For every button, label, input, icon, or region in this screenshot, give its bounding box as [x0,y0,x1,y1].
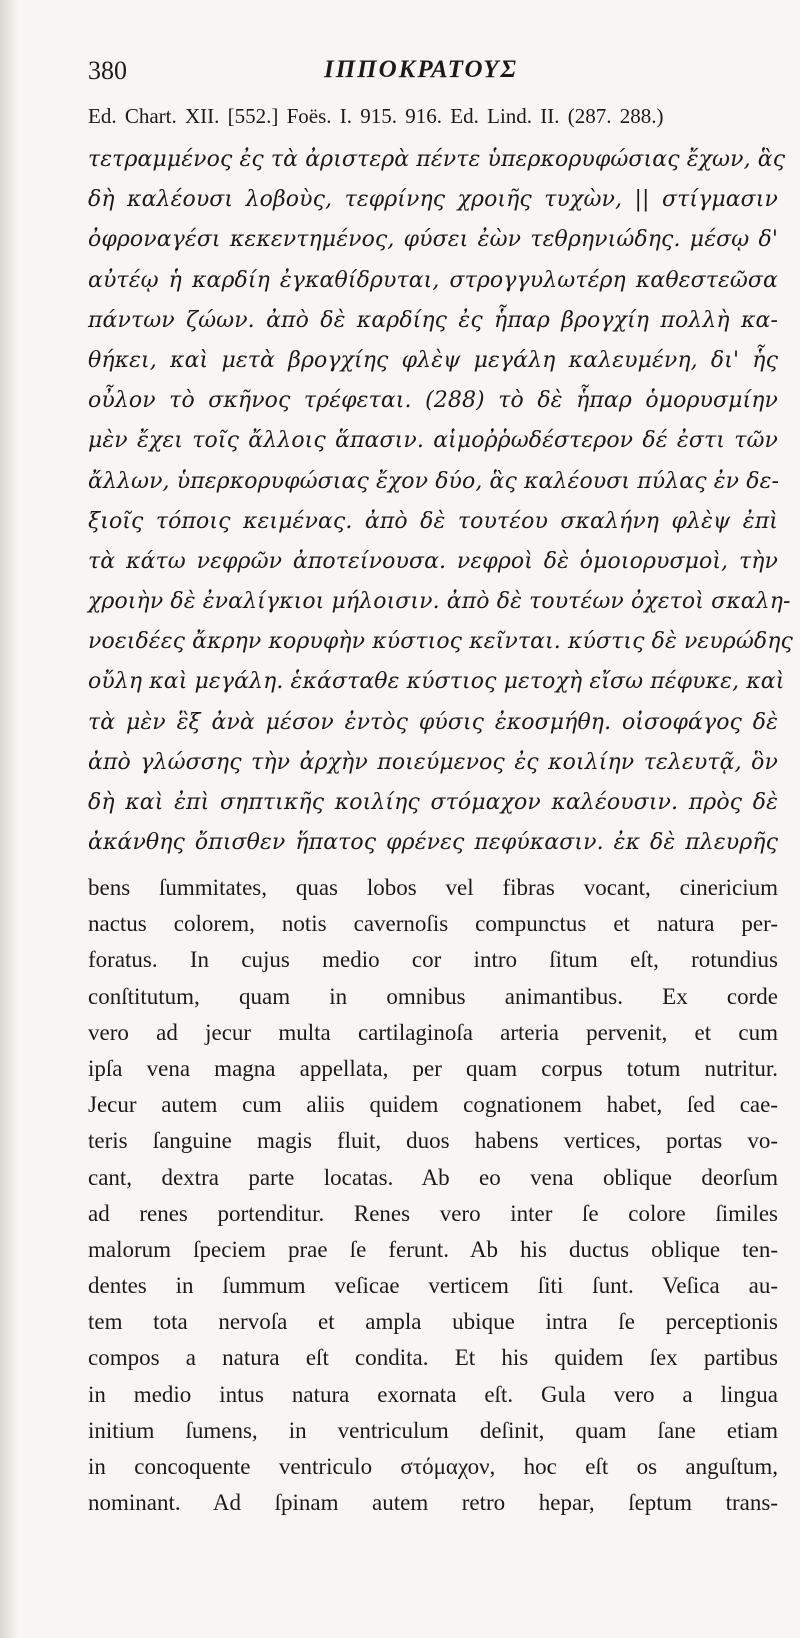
greek-line: δὴ καλέουσι λοβοὺς, τεφρίνης χροιῆς τυχὼν, || στίγμασιν [88,187,778,213]
latin-line: conſtitutum, quam in omnibus animantibus. Ex corde [88,983,778,1009]
latin-line: Jecur autem cum aliis quidem cognationem habet, ſed cae- [88,1092,778,1118]
greek-line: ἀκάνθης ὄπισθεν ἥπατος φρένες πεφύκασιν. ἐκ δὲ πλευρῆς [88,830,778,856]
greek-line: ξιοῖς τόποις κειμένας. ἀπὸ δὲ τουτέου σκαλήνη φλὲψ ἐπὶ [88,508,778,534]
greek-line: δὴ καὶ ἐπὶ σηπτικῆς κοιλίης στόμαχον καλέουσιν. πρὸς δὲ [88,790,778,815]
page-gutter-shadow [0,0,18,1638]
latin-text-block [88,870,778,1521]
latin-line: nominant. Ad ſpinam autem retro hepar, ſeptum trans- [88,1490,778,1516]
latin-line: initium ſumens, in ventriculum deſinit, quam ſane etiam [88,1417,778,1443]
latin-line: compos a natura eſt condita. Et his quidem ſex partibus [88,1345,778,1371]
greek-line: χροιὴν δὲ ἐναλίγκιοι μήλοισιν. ἀπὸ δὲ τουτέων ὀχετοὶ σκαλη- [88,589,791,615]
latin-line: vero ad jecur multa cartilaginoſa arteria pervenit, et cum [88,1019,778,1045]
greek-line: ὀφροναγέσι κεκεντημένος, φύσει ἐὼν τεθρηνιώδης. μέσῳ δ' [88,227,778,253]
greek-line: νοειδέες ἄκρην κορυφὴν κύστιος κεῖνται. κύστις δὲ νευρώδης [88,629,793,655]
latin-line: tem tota nervoſa et ampla ubique intra ſe perceptionis [88,1309,778,1335]
latin-line: ipſa vena magna appellata, per quam corpus totum nutritur. [88,1055,778,1081]
running-title: ΙΠΠΟΚΡΑΤΟΥΣ [324,56,518,83]
greek-line: αὐτέῳ ἡ καρδίη ἐγκαθίδρυται, στρογγυλωτέρη καθεστεῶσα [88,267,778,293]
greek-line: ἀπὸ γλώσσης τὴν ἀρχὴν ποιεύμενος ἐς κοιλίην τελευτᾷ, ὃν [88,749,778,775]
greek-line: ἄλλων, ὑπερκορυφώσιας ἔχον δύο, ἃς καλέουσι πύλας ἐν δε- [88,468,780,494]
latin-line: foratus. In cujus medio cor intro ſitum eſt, rotundius [88,947,778,973]
latin-line: teris ſanguine magis fluit, duos habens vertices, portas vo- [88,1128,778,1154]
page-header [88,56,768,96]
latin-line: malorum ſpeciem prae ſe ferunt. Ab his ductus oblique ten- [88,1236,778,1262]
latin-line: nactus colorem, notis cavernoſis compunctus et natura per- [88,911,778,937]
greek-line: πάντων ζώων. ἀπὸ δὲ καρδίης ἐς ἧπαρ βρογχίη πολλὴ κα- [88,307,778,333]
latin-line: in concoquente ventriculo στόμαχον, hoc eſt os anguſtum, [88,1454,778,1479]
latin-line: in medio intus natura exornata eſt. Gula vero a lingua [88,1381,778,1407]
greek-line: τὰ μὲν ἓξ ἀνὰ μέσον ἐντὸς φύσις ἐκοσμήθη. οἰσοφάγος δὲ [88,709,778,735]
greek-text-block [88,140,793,863]
greek-line: οὔλη καὶ μεγάλη. ἑκάσταθε κύστιος μετοχὴ εἴσω πέφυκε, καὶ [88,669,785,695]
greek-line: τὰ κάτω νεφρῶν ἀποτείνουσα. νεφροὶ δὲ ὁμοιορυσμοὶ, τὴν [88,548,778,574]
greek-line: μὲν ἔχει τοῖς ἄλλοις ἅπασιν. αἱμοῤῥωδέστερον δέ ἐστι τῶν [88,428,778,454]
latin-line: bens ſummitates, quas lobos vel fibras vocant, cinericium [88,875,778,900]
latin-line: cant, dextra parte locatas. Ab eo vena oblique deorſum [88,1164,778,1190]
greek-line: οὖλον τὸ σκῆνος τρέφεται. (288) τὸ δὲ ἧπαρ ὁμορυσμίην [88,388,778,414]
latin-line: dentes in ſummum veſicae verticem ſiti ſunt. Veſica au- [88,1273,778,1299]
latin-line: ad renes portenditur. Renes vero inter ſe colore ſimiles [88,1200,778,1226]
page-number: 380 [88,56,127,85]
greek-line: θήκει, καὶ μετὰ βρογχίης φλὲψ μεγάλη καλευμένη, δι' ἧς [88,347,778,373]
edition-references: Ed. Chart. XII. [552.] Foës. I. 915. 916. Ed. Lind. II. (287. 288.) [88,104,664,128]
greek-line: τετραμμένος ἐς τὰ ἀριστερὰ πέντε ὑπερκορυφώσιας ἔχων, ἃς [88,147,786,172]
